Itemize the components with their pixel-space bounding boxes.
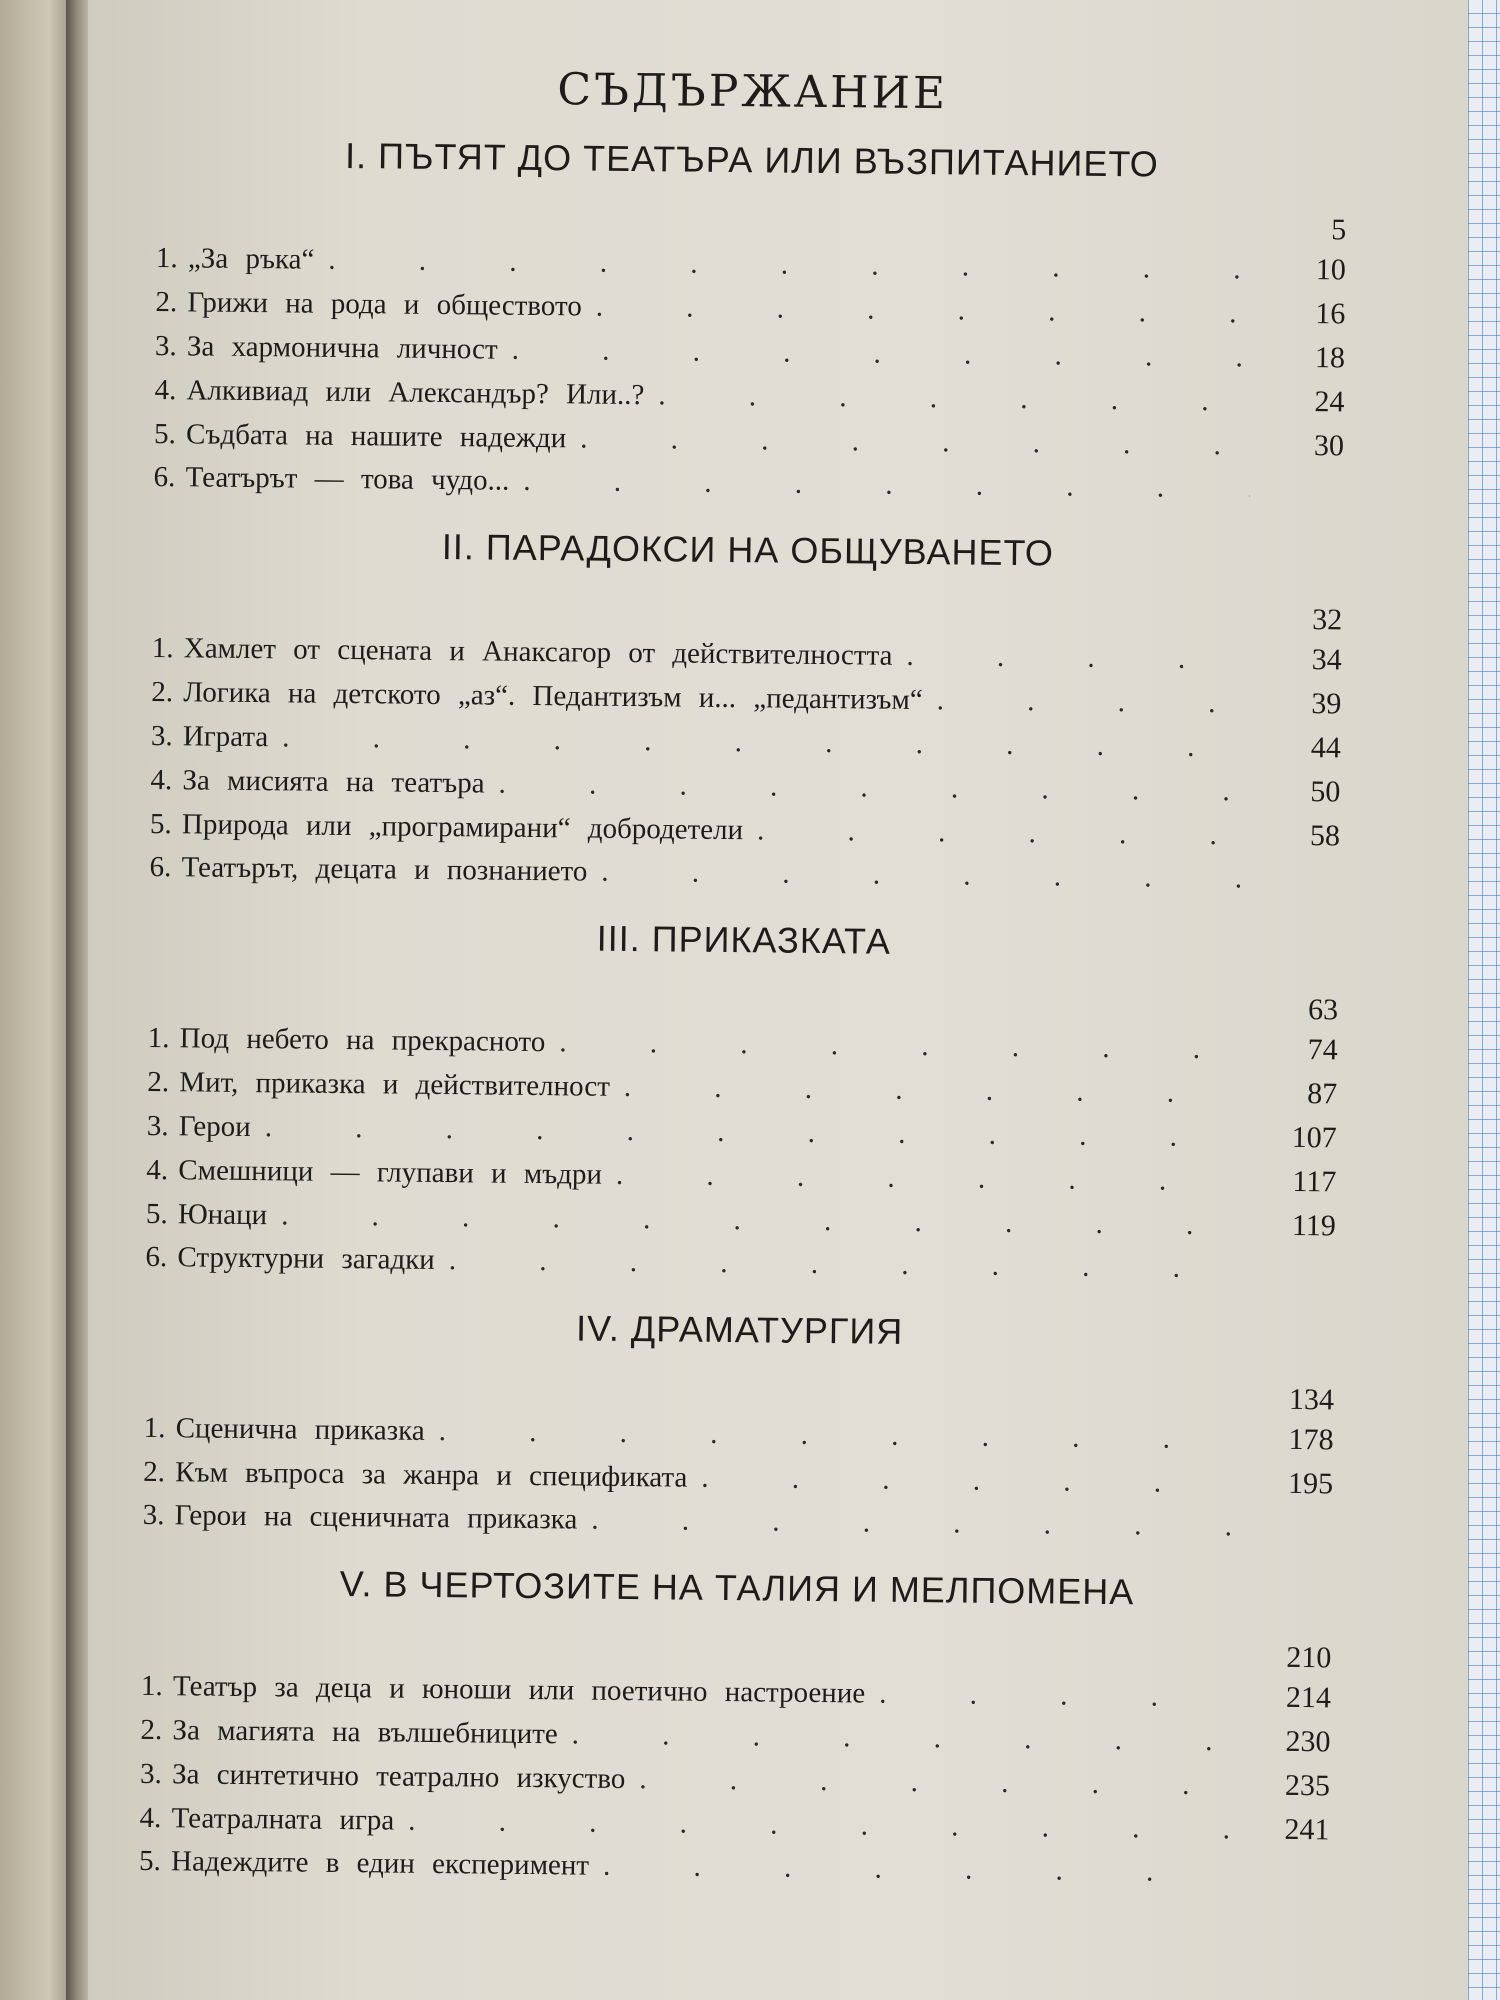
toc-section (142, 1303, 1334, 1555)
page-number: 107 (1291, 1120, 1337, 1155)
dot-leader (580, 422, 1250, 462)
dot-leader (757, 814, 1246, 852)
section-title: V. В ЧЕРТОЗИТЕ НА ТАЛИЯ И МЕЛПОМЕНА (339, 1562, 1135, 1613)
entry-number: 1. (140, 1669, 163, 1703)
entry-number: 6. (153, 460, 176, 494)
dot-leader (572, 1718, 1237, 1758)
entry-label: Мит, приказка и действителност (179, 1066, 611, 1103)
entry-number: 3. (154, 329, 177, 363)
page-number: 16 (1315, 297, 1346, 331)
entry-label: Театър за деца и юноши или поетично настроение (172, 1670, 866, 1710)
entry-label: За магията на вълшебниците (172, 1714, 558, 1751)
section-title: III. ПРИКАЗКАТА (596, 917, 892, 962)
entry-label: Театърът, децата и познанието (181, 851, 588, 888)
page-number: 210 (1286, 1640, 1332, 1675)
entry-label: За синтетично театрално изкуство (171, 1758, 626, 1795)
page-number: 195 (1287, 1466, 1334, 1501)
page-number: 10 (1315, 253, 1347, 287)
entry-label: Логика на детското „аз“. Педантизъм и... „педантизъм“ (183, 676, 923, 717)
dot-leader (658, 379, 1250, 418)
entry-list (142, 1371, 1334, 1555)
table-of-contents (139, 60, 1348, 1919)
entry-label: Сценична приказка (175, 1412, 425, 1447)
page-number (1249, 1882, 1329, 1883)
entry-label: Смешници — глупави и мъдри (178, 1154, 603, 1191)
dot-leader (906, 640, 1248, 677)
entry-list (149, 591, 1342, 907)
page-number (1255, 1278, 1335, 1279)
toc-title: СЪДЪРЖАНИЕ (557, 64, 949, 120)
entry-number: 3. (150, 719, 173, 753)
dot-leader (639, 1763, 1236, 1802)
page-number (1263, 498, 1343, 499)
page-number: 39 (1311, 687, 1342, 721)
entry-list (153, 201, 1346, 517)
entry-label: Театърът — това чудо... (185, 461, 510, 497)
entry-label: Структурни загадки (177, 1241, 435, 1276)
toc-section (153, 133, 1347, 517)
page-number: 18 (1314, 341, 1346, 375)
entry-label: Герои на сценичната приказка (174, 1499, 578, 1536)
page-number: 44 (1310, 731, 1342, 765)
page-number: 119 (1291, 1208, 1337, 1243)
entry-number: 5. (149, 807, 172, 841)
dot-leader (624, 1071, 1244, 1110)
section-title: I. ПЪТЯТ ДО ТЕАТЪРА ИЛИ ВЪЗПИТАНИЕТО (344, 134, 1160, 185)
entry-label: Хамлет от сцената и Анаксагор от действителността (183, 632, 893, 672)
entry-label: Грижи на рода и обществото (187, 286, 582, 323)
entry-list (145, 981, 1338, 1297)
dot-leader (701, 1462, 1239, 1501)
page-number: 214 (1285, 1680, 1332, 1715)
page-number: 235 (1284, 1768, 1331, 1803)
entry-number: 1. (147, 1021, 170, 1055)
dot-leader (328, 244, 1252, 287)
entry-number: 2. (151, 675, 174, 709)
entry-label: Алкивиад или Александър? Или..? (186, 374, 645, 412)
dot-leader (498, 768, 1246, 809)
page-number: 134 (1288, 1382, 1335, 1417)
entry-label: Театралната игра (171, 1802, 395, 1837)
dot-leader (879, 1678, 1237, 1715)
entry-label: Съдбата на нашите надежди (185, 418, 567, 455)
entry-number: 3. (139, 1757, 162, 1791)
toc-section (149, 523, 1343, 907)
book-page (88, 0, 1468, 2000)
section-title: IV. ДРАМАТУРГИЯ (575, 1307, 904, 1352)
entry-number: 1. (143, 1411, 166, 1445)
toc-section (145, 913, 1339, 1297)
entry-label: Природа или „програмирани“ добродетели (181, 808, 744, 847)
dot-leader (439, 1415, 1240, 1456)
dot-leader (449, 1244, 1242, 1285)
dot-leader (596, 291, 1252, 331)
entry-label: Към въпроса за жанра и спецификата (175, 1456, 688, 1494)
entry-number: 4. (150, 763, 173, 797)
page-number: 30 (1313, 429, 1345, 463)
previous-page-edge (0, 0, 70, 2000)
page-number: 58 (1309, 819, 1341, 853)
entry-number: 6. (149, 850, 172, 884)
page-number: 117 (1292, 1164, 1337, 1199)
entry-number: 1. (151, 631, 174, 665)
page-number: 74 (1307, 1033, 1338, 1067)
page-number: 63 (1307, 993, 1339, 1027)
entry-label: За мисията на театъра (182, 764, 485, 800)
page-number (1259, 888, 1339, 889)
entry-number: 3. (142, 1498, 165, 1532)
entry-number: 2. (155, 285, 178, 319)
section-title: II. ПАРАДОКСИ НА ОБЩУВАНЕТО (441, 526, 1055, 574)
page-number: 5 (1331, 213, 1347, 247)
entry-number: 2. (140, 1713, 163, 1747)
entry-label: Играта (182, 720, 269, 754)
page-number (1253, 1536, 1333, 1537)
page-number: 87 (1307, 1077, 1338, 1111)
dot-leader (511, 334, 1251, 375)
entry-list (139, 1629, 1332, 1901)
dot-leader (937, 684, 1248, 720)
page-number: 50 (1310, 775, 1341, 809)
entry-label: „За ръка“ (187, 242, 315, 276)
entry-label: Под небето на прекрасното (179, 1022, 546, 1059)
dot-leader (559, 1026, 1244, 1066)
page-number: 230 (1285, 1724, 1331, 1759)
page-number: 178 (1288, 1422, 1334, 1457)
entry-label: Юнаци (177, 1198, 268, 1232)
entry-number: 5. (153, 417, 176, 451)
entry-number: 1. (155, 241, 178, 275)
entry-number: 3. (146, 1109, 169, 1143)
dot-leader (523, 465, 1250, 506)
entry-number: 2. (147, 1065, 170, 1099)
dot-leader (408, 1805, 1236, 1847)
entry-label: Надеждите в един експеримент (170, 1845, 590, 1882)
entry-label: Герои (178, 1110, 251, 1144)
dot-leader (603, 1850, 1235, 1890)
toc-sections (139, 133, 1347, 1901)
entry-number: 4. (154, 373, 177, 407)
entry-number: 5. (145, 1197, 168, 1231)
page-number: 24 (1314, 385, 1345, 419)
entry-number: 2. (143, 1455, 166, 1489)
page-number: 32 (1312, 603, 1343, 637)
entry-number: 6. (145, 1240, 168, 1274)
dot-leader (601, 856, 1245, 896)
entry-number: 4. (146, 1153, 169, 1187)
grid-paper-edge (1468, 0, 1500, 2000)
page-number: 34 (1311, 643, 1342, 677)
page-number: 241 (1284, 1812, 1330, 1847)
entry-number: 5. (138, 1844, 162, 1878)
entry-number: 4. (139, 1801, 162, 1835)
toc-section (139, 1561, 1332, 1901)
dot-leader (616, 1159, 1243, 1199)
entry-label: За хармонична личност (186, 330, 498, 366)
dot-leader (591, 1504, 1239, 1544)
